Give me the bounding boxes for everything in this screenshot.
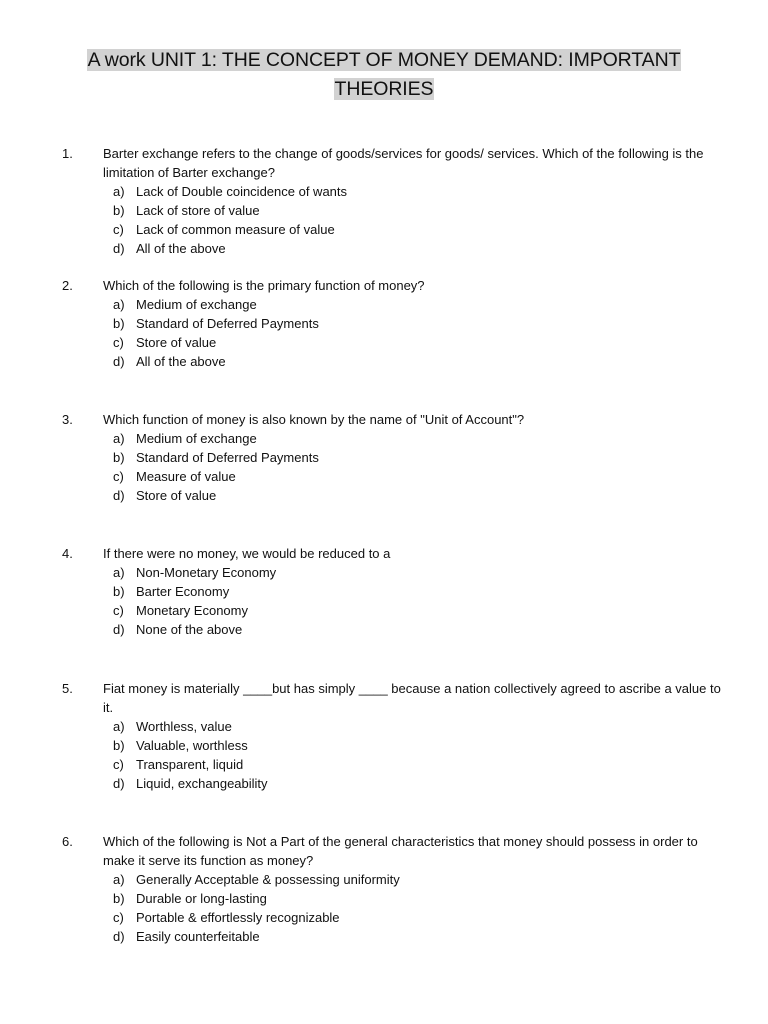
- question-text: Which of the following is Not a Part of the general characteristics that money should possess in order to make it serve its function as money?: [103, 834, 698, 868]
- option-letter: c): [113, 469, 124, 484]
- option-letter: d): [113, 488, 125, 503]
- option-letter: c): [113, 603, 124, 618]
- option-text: Durable or long-lasting: [136, 891, 267, 906]
- option-d: [0, 239, 768, 258]
- option-a: [0, 563, 768, 582]
- option-b: [0, 736, 768, 755]
- options-list: [0, 182, 768, 258]
- option-text: All of the above: [136, 241, 226, 256]
- option-letter: a): [113, 431, 125, 446]
- option-d: [0, 352, 768, 371]
- option-text: Measure of value: [136, 469, 236, 484]
- option-text: Standard of Deferred Payments: [136, 450, 319, 465]
- option-c: [0, 601, 768, 620]
- option-text: Portable & effortlessly recognizable: [136, 910, 340, 925]
- option-a: [0, 717, 768, 736]
- page-title: [60, 46, 708, 104]
- option-letter: b): [113, 891, 125, 906]
- option-text: None of the above: [136, 622, 243, 637]
- options-list: [0, 295, 768, 371]
- option-text: Standard of Deferred Payments: [136, 316, 319, 331]
- options-list: [0, 870, 768, 946]
- option-b: [0, 201, 768, 220]
- option-b: [0, 314, 768, 333]
- option-letter: a): [113, 297, 125, 312]
- option-text: Medium of exchange: [136, 431, 257, 446]
- question-text: Fiat money is materially ____but has simply ____ because a nation collectively agreed to ascribe a value to it.: [103, 681, 721, 715]
- option-text: Non-Monetary Economy: [136, 565, 277, 580]
- option-a: [0, 870, 768, 889]
- option-text: Lack of Double coincidence of wants: [136, 184, 348, 199]
- option-text: Transparent, liquid: [136, 757, 244, 772]
- option-letter: a): [113, 719, 125, 734]
- option-d: [0, 774, 768, 793]
- option-b: [0, 448, 768, 467]
- option-letter: b): [113, 450, 125, 465]
- option-text: Lack of common measure of value: [136, 222, 335, 237]
- option-text: Lack of store of value: [136, 203, 260, 218]
- option-c: [0, 755, 768, 774]
- option-letter: c): [113, 757, 124, 772]
- option-b: [0, 582, 768, 601]
- option-letter: b): [113, 738, 125, 753]
- option-d: [0, 620, 768, 639]
- option-letter: d): [113, 929, 125, 944]
- option-c: [0, 467, 768, 486]
- question-number: 5.: [62, 681, 73, 696]
- question-text: Which of the following is the primary function of money?: [103, 278, 425, 293]
- question-number: 4.: [62, 546, 73, 561]
- option-letter: a): [113, 565, 125, 580]
- option-c: [0, 220, 768, 239]
- option-d: [0, 486, 768, 505]
- option-letter: d): [113, 776, 125, 791]
- question-text: Which function of money is also known by the name of "Unit of Account"?: [103, 412, 525, 427]
- option-letter: a): [113, 184, 125, 199]
- title-line-1: A work UNIT 1: THE CONCEPT OF MONEY DEMAND: IMPORTANT: [87, 49, 681, 71]
- option-d: [0, 927, 768, 946]
- option-letter: b): [113, 316, 125, 331]
- option-letter: d): [113, 354, 125, 369]
- option-a: [0, 295, 768, 314]
- option-text: Valuable, worthless: [136, 738, 248, 753]
- option-text: Monetary Economy: [136, 603, 248, 618]
- question-number: 3.: [62, 412, 73, 427]
- option-letter: b): [113, 584, 125, 599]
- options-list: [0, 563, 768, 639]
- question-text: Barter exchange refers to the change of goods/services for goods/ services. Which of the following is the limitation of Barter exchange?: [103, 146, 704, 180]
- option-text: Store of value: [136, 335, 217, 350]
- option-text: Worthless, value: [136, 719, 232, 734]
- options-list: [0, 429, 768, 505]
- option-a: [0, 182, 768, 201]
- question-number: 2.: [62, 278, 73, 293]
- option-letter: d): [113, 622, 125, 637]
- option-text: Barter Economy: [136, 584, 230, 599]
- option-text: Liquid, exchangeability: [136, 776, 268, 791]
- option-a: [0, 429, 768, 448]
- option-b: [0, 889, 768, 908]
- option-letter: c): [113, 910, 124, 925]
- question-number: 6.: [62, 834, 73, 849]
- option-letter: a): [113, 872, 125, 887]
- question-number: 1.: [62, 146, 73, 161]
- option-letter: d): [113, 241, 125, 256]
- option-letter: c): [113, 335, 124, 350]
- option-text: Easily counterfeitable: [136, 929, 260, 944]
- option-c: [0, 908, 768, 927]
- option-c: [0, 333, 768, 352]
- option-letter: b): [113, 203, 125, 218]
- option-text: Medium of exchange: [136, 297, 257, 312]
- option-text: Generally Acceptable & possessing uniformity: [136, 872, 400, 887]
- option-text: All of the above: [136, 354, 226, 369]
- options-list: [0, 717, 768, 793]
- option-letter: c): [113, 222, 124, 237]
- option-text: Store of value: [136, 488, 217, 503]
- question-text: If there were no money, we would be reduced to a: [103, 546, 391, 561]
- title-line-2: THEORIES: [334, 78, 434, 100]
